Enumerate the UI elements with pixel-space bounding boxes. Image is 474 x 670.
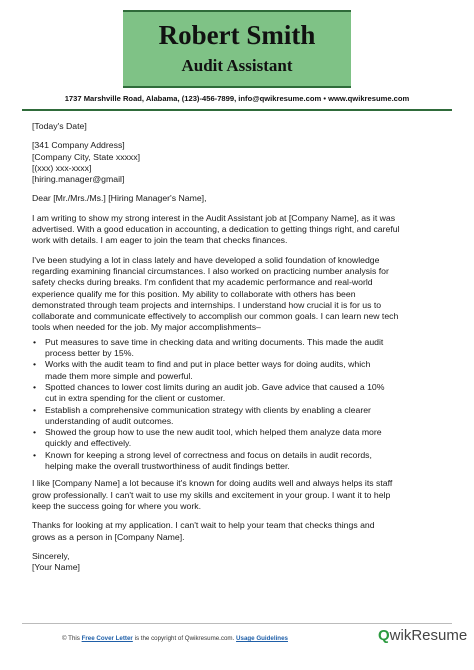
bullet-icon: • [33, 381, 37, 392]
list-item [32, 382, 447, 405]
qwikresume-logo[interactable] [378, 627, 467, 644]
usage-guidelines-link[interactable]: Usage Guidelines [236, 635, 288, 642]
paragraph-line: tools when needed for the job. My major accomplishments– [32, 322, 261, 333]
list-item-line: made them more simple and powerful. [45, 370, 193, 381]
salutation: Dear [Mr./Mrs./Ms.] [Hiring Manager's Name], [32, 193, 207, 204]
closing: Sincerely, [32, 550, 70, 561]
list-item [32, 405, 447, 428]
copyright-text: is the copyright of Qwikresume.com. [134, 635, 235, 642]
recipient-line: [hiring.manager@gmail] [32, 174, 125, 185]
list-item-line: cut in extra spending for the client or customer. [45, 393, 226, 404]
list-item-line: helping make the overall trustworthiness of audit findings better. [45, 461, 290, 472]
paragraph-line: experience qualify me for this position. My ability to collaborate with others has been [32, 288, 356, 299]
bullet-icon: • [33, 404, 37, 415]
free-cover-letter-link[interactable]: Free Cover Letter [81, 635, 133, 642]
paragraph-experience [32, 255, 447, 334]
bullet-icon: • [33, 359, 37, 370]
list-item [32, 359, 447, 382]
paragraph-line: I've been studying a lot in class lately and have developed a solid foundation of knowledge [32, 254, 380, 265]
paragraph-line: I am writing to show my strong interest in the Audit Assistant job at [Company Name], as it was [32, 212, 396, 223]
recipient-line: [341 Company Address] [32, 140, 125, 151]
recipient-line: [(xxx) xxx-xxxx] [32, 162, 92, 173]
bullet-icon: • [33, 449, 37, 460]
list-item-line: Works with the audit team to find and put in place better ways for doing audits, which [45, 359, 371, 370]
list-item-line: Put measures to save time in checking data and writing documents. This made the audit [45, 336, 384, 347]
bullet-icon: • [33, 336, 37, 347]
paragraph-line: I like [Company Name] a lot because it's known for doing audits well and always helps its staff [32, 478, 393, 489]
list-item-line: quickly and effectively. [45, 438, 132, 449]
letter-date: [Today's Date] [32, 121, 87, 131]
list-item-line: Known for keeping a strong level of correctness and focus on details in audit records, [45, 449, 372, 460]
paragraph-line: work with details. I am eager to join the team that checks finances. [32, 235, 288, 246]
accomplishments-list [32, 337, 447, 473]
logo-q: Q [378, 627, 390, 644]
list-item-line: Showed the group how to use the new audit tool, which helped them analyze data more [45, 427, 382, 438]
paragraph-line: safety checks during breaks. I'm confident that my academic performance and real-world [32, 277, 373, 288]
list-item [32, 450, 447, 473]
job-title: Audit Assistant [181, 56, 293, 75]
paragraph-company [32, 478, 447, 512]
logo-text: wikResume [389, 627, 468, 644]
paragraph-line: Thanks for looking at my application. I can't wait to help your team that checks things and [32, 520, 375, 531]
paragraph-line: regarding examining financial circumstances. I also worked on practicing number analysis for [32, 265, 389, 276]
copyright-prefix: © This [62, 635, 80, 642]
list-item [32, 427, 447, 450]
paragraph-line: grow professionally. I can't wait to use my skills and excitement in your group. I want it to help [32, 489, 391, 500]
paragraph-thanks [32, 520, 447, 543]
recipient-line: [Company City, State xxxxx] [32, 151, 140, 162]
list-item [32, 337, 447, 360]
list-item-line: Spotted chances to lower cost limits during an audit job. Gave advice that caused a 10% [45, 381, 385, 392]
list-item-line: understanding of audit outcomes. [45, 415, 174, 426]
contact-info: 1737 Marshville Road, Alabama, (123)-456-7899, info@qwikresume.com • www.qwikresume.com [64, 94, 410, 103]
paragraph-line: advertised. With a good education in accounting, a dedication to getting things right, and careful [32, 224, 400, 235]
list-item-line: process better by 15%. [45, 348, 134, 359]
footer-divider [22, 623, 452, 624]
header-divider [22, 109, 452, 111]
list-item-line: Establish a comprehensive communication strategy with clients by enabling a clearer [45, 404, 371, 415]
applicant-name: Robert Smith [158, 20, 316, 50]
letter-body [32, 121, 447, 573]
signature: [Your Name] [32, 562, 80, 573]
paragraph-line: demonstrated through team projects and internships. I understand how crucial it is for us to [32, 299, 382, 310]
paragraph-line: keep the success going for where you work. [32, 500, 202, 511]
sign-off [32, 551, 447, 574]
paragraph-line: grows as a person in [Company Name]. [32, 531, 185, 542]
paragraph-intro [32, 213, 447, 247]
recipient-address [32, 140, 447, 185]
header-banner [123, 10, 351, 88]
paragraph-line: collaborate and communicate effectively to accomplish our common goals. I can learn new tech [32, 311, 399, 322]
footer-copyright [62, 635, 288, 642]
bullet-icon: • [33, 427, 37, 438]
